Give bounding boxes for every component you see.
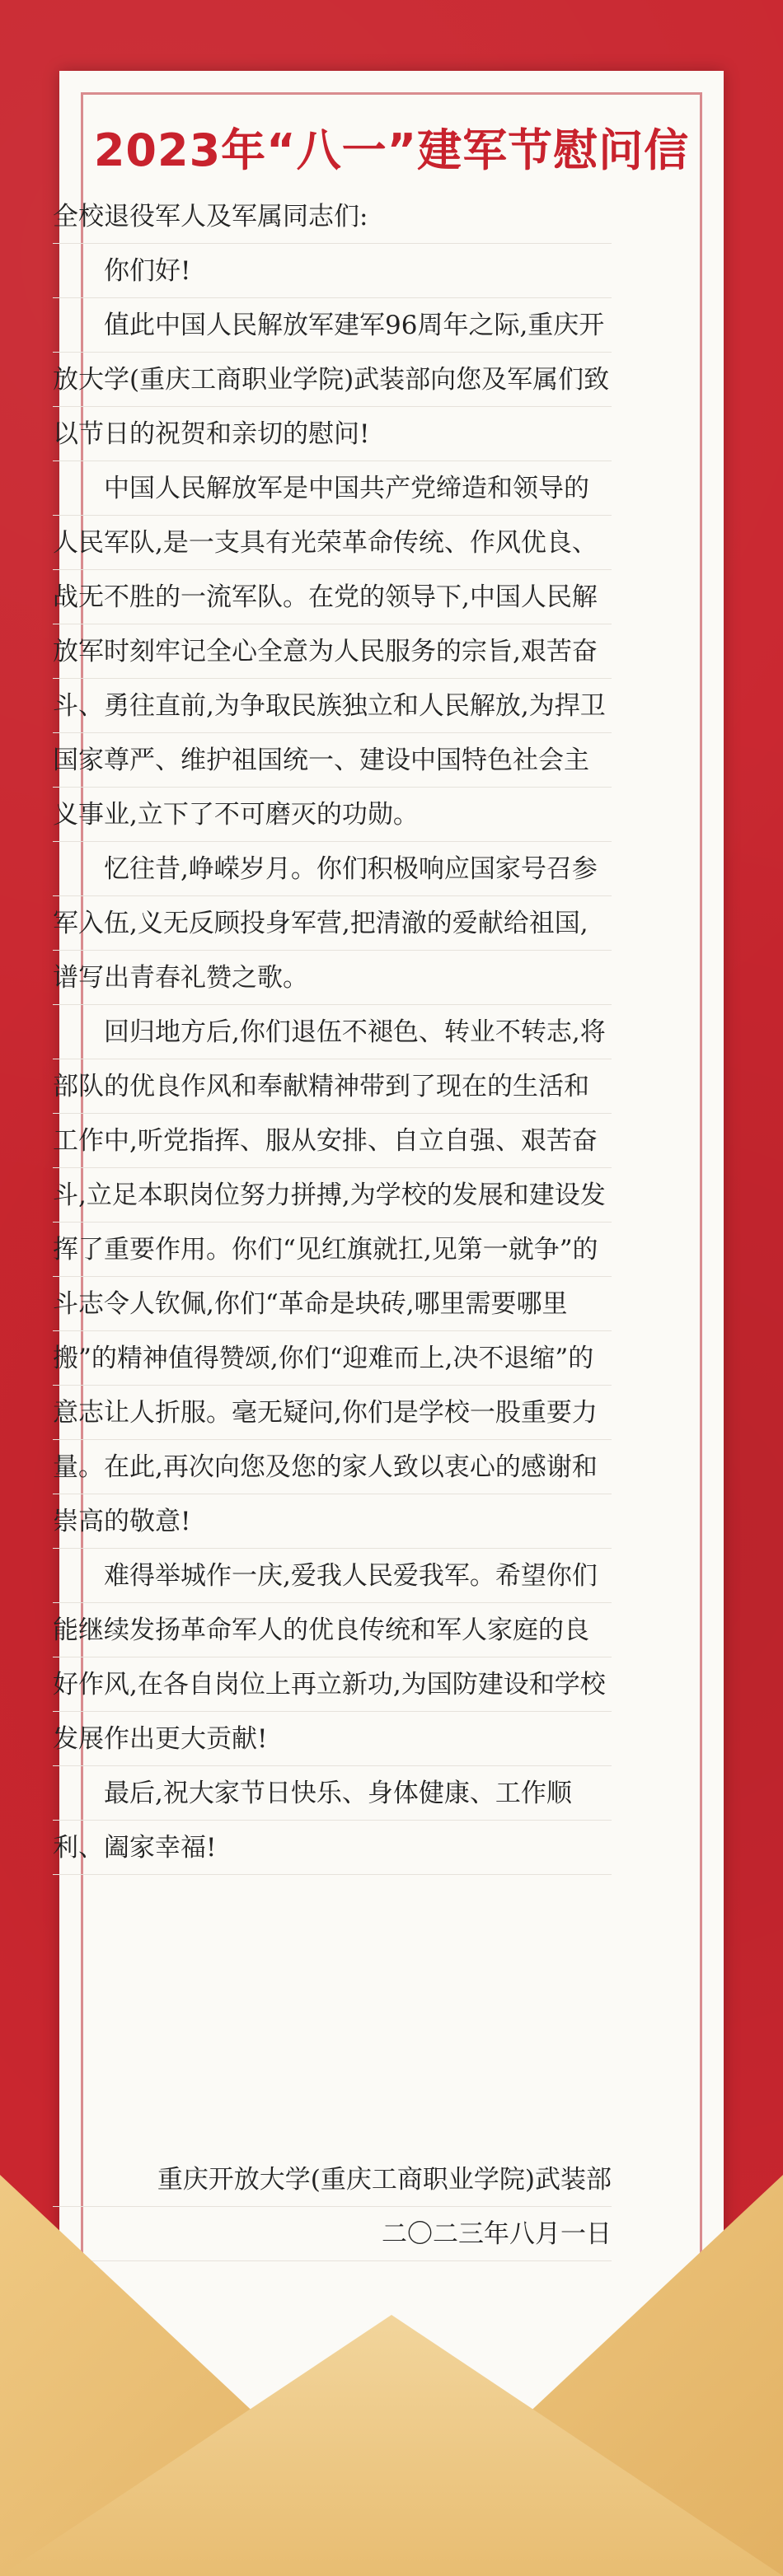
salutation: 你们好! (104, 256, 191, 286)
paragraph-1: 值此中国人民解放军建军96周年之际,重庆开放大学(重庆工商职业学院)武装部向您及军属们致以节日的祝贺和亲切的慰问! (53, 311, 610, 449)
envelope-graphic (0, 2175, 783, 2576)
paragraph-3: 忆往昔,峥嵘岁月。你们积极响应国家号召参军入伍,义无反顾投身军营,把清澈的爱献给祖国,谱写出青春礼赞之歌。 (53, 854, 598, 993)
letter-title: 2023年“八一”建军节慰问信 (93, 124, 690, 176)
greeting: 全校退役军人及军属同志们: (53, 202, 368, 231)
signature-date: 二〇二三年八月一日 (382, 2219, 612, 2249)
paragraph-4: 回归地方后,你们退伍不褪色、转业不转志,将部队的优良作风和奉献精神带到了现在的生活和工作中,听党指挥、服从安排、自立自强、艰苦奋斗,立足本职岗位努力拼搏,为学校的发展和建设发挥了重要作用。你们“见红旗就扛,见第一就争”的斗志令人钦佩,你们“革命是块砖,哪里需要哪里搬”的精神值得赞颂,你们“迎难而上,决不退缩”的意志让人折服。毫无疑问,你们是学校一股重要力量。在此,再次向您及您的家人致以衷心的感谢和崇高的敬意! (53, 1017, 606, 1536)
paragraph-2: 中国人民解放军是中国共产党缔造和领导的人民军队,是一支具有光荣革命传统、作风优良、战无不胜的一流军队。在党的领导下,中国人民解放军时刻牢记全心全意为人民服务的宗旨,艰苦奋斗、勇往直前,为争取民族独立和人民解放,为捍卫国家尊严、维护祖国统一、建设中国特色社会主义事业,立下了不可磨灭的功勋。 (53, 474, 606, 830)
signature-org: 重庆开放大学(重庆工商职业学院)武装部 (157, 2165, 612, 2195)
paragraph-5: 难得举城作一庆,爱我人民爱我军。希望你们能继续发扬革命军人的优良传统和军人家庭的良好作风,在各自岗位上再立新功,为国防建设和学校发展作出更大贡献! (53, 1561, 606, 1754)
paragraph-6: 最后,祝大家节日快乐、身体健康、工作顺利、阖家幸福! (53, 1779, 572, 1863)
letter-body (53, 189, 612, 1875)
